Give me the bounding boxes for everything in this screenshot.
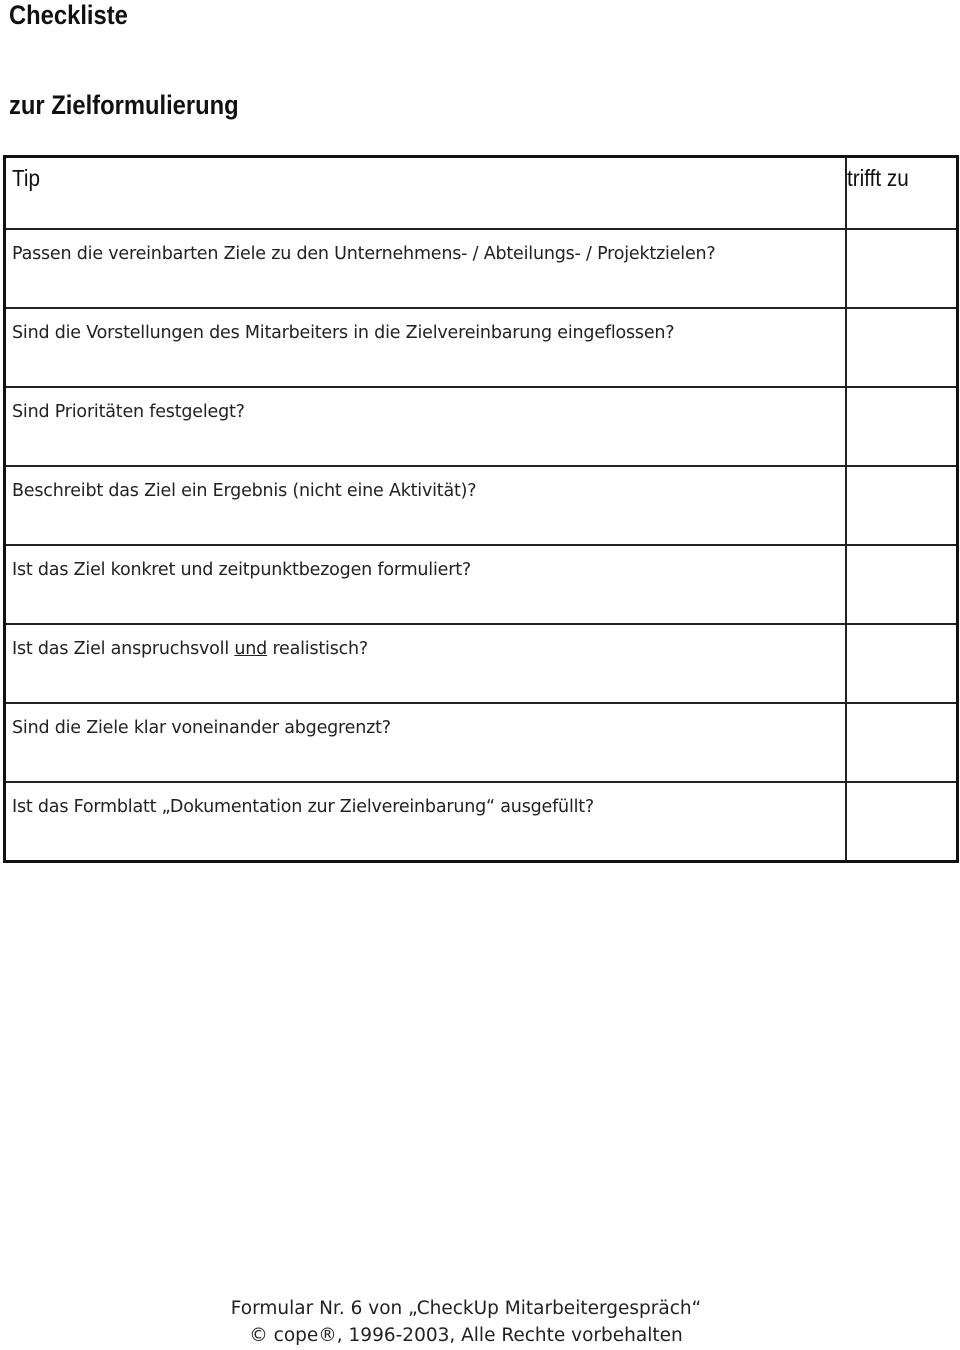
tip-text: Passen die vereinbarten Ziele zu den Unternehmens- / Abteilungs- / Projektzielen?	[12, 244, 716, 264]
tip-text: Ist das Ziel konkret und zeitpunktbezogen formuliert?	[12, 560, 471, 580]
applies-cell[interactable]	[846, 782, 958, 862]
checklist-table	[3, 155, 959, 863]
table-row	[5, 782, 958, 862]
tip-cell	[5, 624, 847, 703]
tip-text: Beschreibt das Ziel ein Ergebnis (nicht eine Aktivität)?	[12, 481, 477, 501]
table-row	[5, 545, 958, 624]
tip-cell	[5, 782, 847, 862]
tip-cell	[5, 308, 847, 387]
tip-text: Sind die Vorstellungen des Mitarbeiters in die Zielvereinbarung eingeflossen?	[12, 323, 675, 343]
page-subtitle: zur Zielformulierung	[9, 90, 239, 120]
table-row	[5, 703, 958, 782]
table-header-row	[5, 157, 958, 230]
tip-text: Sind die Ziele klar voneinander abgegrenzt?	[12, 718, 391, 738]
header-applies-label: trifft zu	[847, 165, 909, 191]
table-row	[5, 466, 958, 545]
table-row	[5, 624, 958, 703]
applies-cell[interactable]	[846, 703, 958, 782]
applies-cell[interactable]	[846, 545, 958, 624]
applies-cell[interactable]	[846, 624, 958, 703]
tip-cell	[5, 545, 847, 624]
tip-text-part: realistisch?	[267, 639, 369, 659]
footer-form-number: Formular Nr. 6 von „CheckUp Mitarbeitergespräch“	[230, 1298, 702, 1319]
applies-cell[interactable]	[846, 466, 958, 545]
applies-cell[interactable]	[846, 308, 958, 387]
table-row	[5, 387, 958, 466]
footer-copyright: © cope®, 1996-2003, Alle Rechte vorbehalten	[249, 1325, 683, 1346]
tip-text: Ist das Formblatt „Dokumentation zur Zielvereinbarung“ ausgefüllt?	[12, 797, 595, 817]
tip-text: Sind Prioritäten festgelegt?	[12, 402, 245, 422]
tip-text-part: Ist das Ziel anspruchsvoll	[12, 639, 235, 659]
table-row	[5, 229, 958, 308]
table-row	[5, 308, 958, 387]
tip-cell	[5, 387, 847, 466]
tip-cell	[5, 703, 847, 782]
header-tip-label: Tip	[12, 165, 40, 191]
tip-cell	[5, 229, 847, 308]
applies-cell[interactable]	[846, 387, 958, 466]
header-applies	[846, 157, 958, 230]
header-tip	[5, 157, 847, 230]
tip-text-underlined: und	[234, 639, 268, 659]
page-title: Checkliste	[9, 0, 128, 30]
tip-cell	[5, 466, 847, 545]
applies-cell[interactable]	[846, 229, 958, 308]
tip-text	[12, 639, 845, 659]
